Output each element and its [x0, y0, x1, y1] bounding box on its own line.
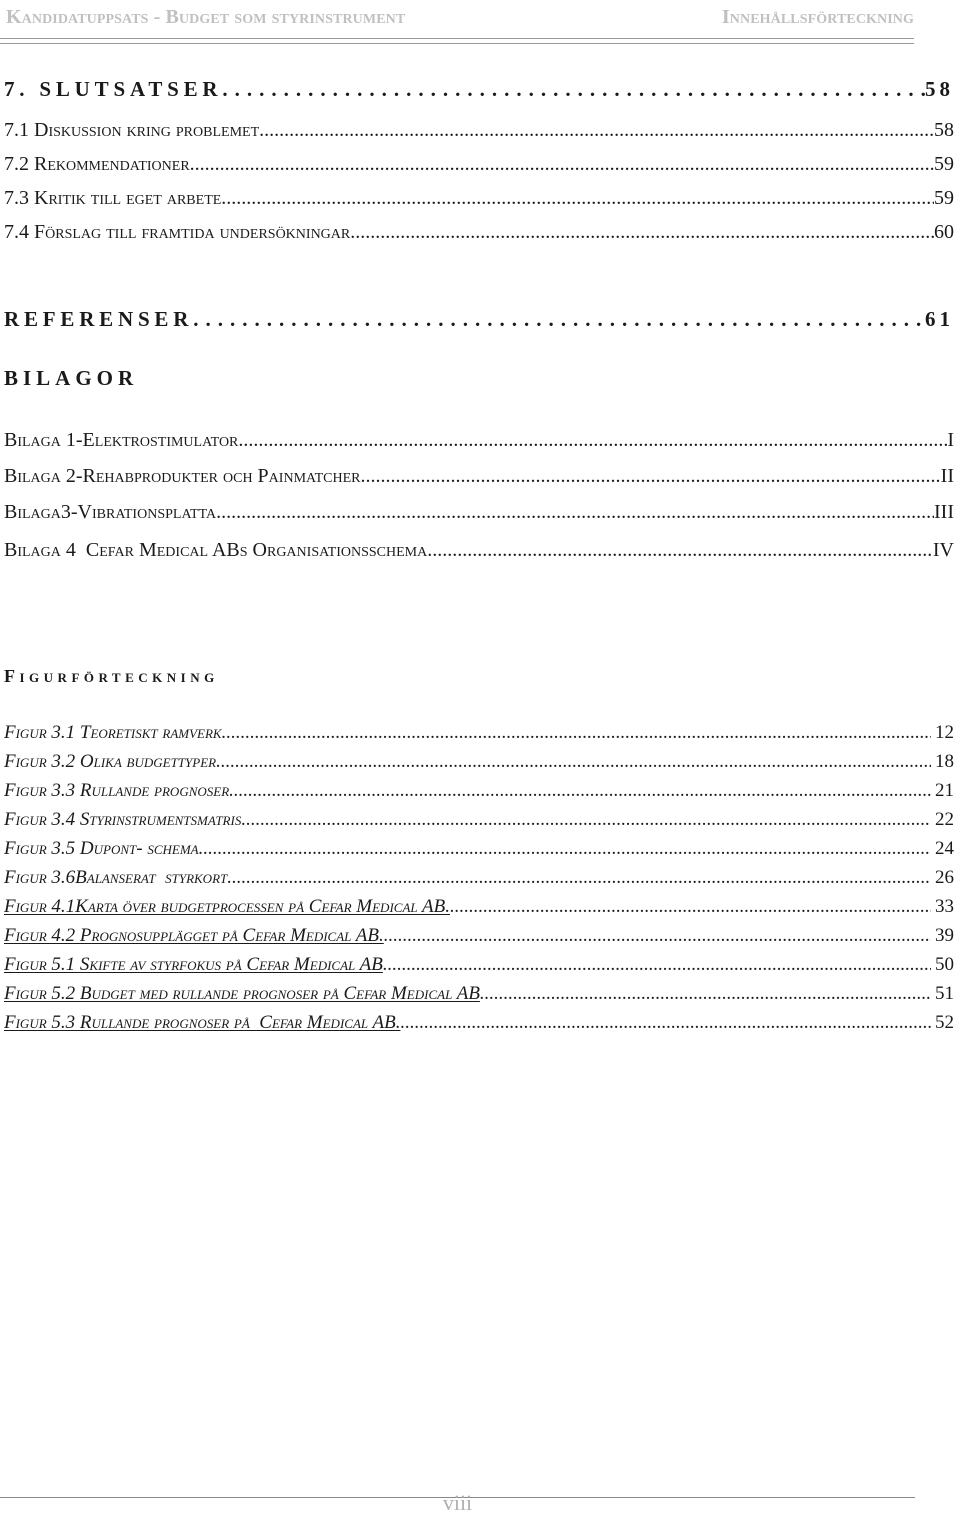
- toc-entry-page: 22: [935, 809, 954, 830]
- footer-page-number: viii: [442, 1490, 473, 1515]
- toc-entry-title: Figur 5.3 Rullande prognoser på Cefar Medical AB.: [4, 1012, 401, 1033]
- toc-entry-title: Figur 5.2 Budget med rullande prognoser på Cefar Medical AB: [4, 983, 480, 1004]
- toc-leader-dots: [222, 77, 925, 102]
- toc-entry-title: 7.3 Kritik till eget arbete: [4, 187, 222, 209]
- toc-entry-page: 58: [934, 119, 954, 141]
- toc-entry-title: REFERENSER: [4, 307, 194, 331]
- toc-appendix-3[interactable]: [4, 492, 954, 524]
- toc-entry-page: 39: [935, 925, 954, 946]
- toc-entry-page: 24: [935, 838, 954, 859]
- toc-entry-page: IV: [932, 539, 954, 561]
- toc-appendix-2[interactable]: [4, 456, 954, 488]
- toc-entry-title: Bilaga 2-Rehabprodukter och Painmatcher: [4, 465, 361, 487]
- toc-figure-4-1[interactable]: [4, 886, 954, 918]
- toc-entry-title: Figur 3.5 Dupont- schema: [4, 838, 199, 859]
- toc-entry-title: 7. SLUTSATSER: [4, 77, 223, 101]
- toc-figure-3-5[interactable]: [4, 828, 954, 860]
- toc-entry-page: III: [934, 501, 954, 523]
- toc-section-7-1[interactable]: [4, 110, 954, 142]
- toc-leader-dots: [360, 465, 940, 488]
- toc-figure-3-6[interactable]: [4, 857, 954, 889]
- toc-entry-title: Figur 5.1 Skifte av styrfokus på Cefar Medical AB: [4, 954, 383, 975]
- toc-figure-5-1[interactable]: [4, 944, 954, 976]
- page-header: [0, 0, 960, 60]
- toc-leader-dots: [216, 501, 934, 524]
- toc-entry-page: I: [947, 429, 954, 451]
- toc-chapter-7[interactable]: [4, 70, 954, 102]
- toc-leader-dots: [238, 429, 947, 452]
- toc-entry-page: 50: [935, 954, 954, 975]
- toc-figure-3-2[interactable]: [4, 741, 954, 773]
- toc-leader-dots: [427, 539, 933, 562]
- toc-entry-title: Figur 4.1Karta över budgetprocessen på Cefar Medical AB.: [4, 896, 450, 917]
- header-document-title: Kandidatuppsats - Budget som styrinstrument: [6, 6, 406, 28]
- toc-entry-title: Bilaga 4 Cefar Medical ABs Organisationsschema: [4, 539, 428, 561]
- toc-entry-title: 7.4 Förslag till framtida undersökningar: [4, 221, 351, 243]
- toc-entry-page: 59: [934, 187, 954, 209]
- header-divider: [0, 38, 914, 39]
- toc-figure-5-3[interactable]: [4, 1002, 954, 1034]
- toc-entry-page: 21: [935, 780, 954, 801]
- toc-appendix-4[interactable]: [4, 530, 954, 562]
- header-divider-secondary: [0, 43, 914, 44]
- toc-section-7-4[interactable]: [4, 212, 954, 244]
- toc-references[interactable]: [4, 300, 954, 332]
- toc-entry-page: II: [940, 465, 954, 487]
- toc-figure-3-1[interactable]: [4, 712, 954, 744]
- toc-leader-dots: [350, 221, 934, 244]
- toc-entry-page: 12: [935, 722, 954, 743]
- toc-section-7-2[interactable]: [4, 144, 954, 176]
- toc-entry-title: Figur 3.6Balanserat styrkort.: [4, 867, 232, 888]
- toc-entry-page: 26: [935, 867, 954, 888]
- toc-entry-title: Figur 3.1 Teoretiskt ramverk.: [4, 722, 227, 743]
- toc-leader-dots: [221, 187, 934, 210]
- toc-entry-title: Figur 3.2 Olika budgettyper.: [4, 751, 221, 772]
- toc-figure-4-2[interactable]: [4, 915, 954, 947]
- toc-entry-title: Figur 3.4 Styrinstrumentsmatris: [4, 809, 242, 830]
- toc-entry-title: Bilaga 1-Elektrostimulator: [4, 429, 239, 451]
- toc-entry-page: 33: [935, 896, 954, 917]
- toc-entry-page: 58: [925, 77, 954, 101]
- figures-heading: Figurförteckning: [4, 666, 219, 686]
- toc-entry-page: 60: [934, 221, 954, 243]
- toc-entry-page: 52: [935, 1012, 954, 1033]
- appendices-heading: BILAGOR: [4, 366, 139, 390]
- toc-entry-page: 59: [934, 153, 954, 175]
- toc-leader-dots: [190, 153, 934, 176]
- toc-entry-title: 7.1 Diskussion kring problemet: [4, 119, 260, 141]
- toc-entry-title: Figur 3.3 Rullande prognoser: [4, 780, 230, 801]
- toc-leader-dots: [401, 1012, 932, 1034]
- toc-section-7-3[interactable]: [4, 178, 954, 210]
- header-section-title: Innehållsförteckning: [721, 6, 914, 28]
- toc-entry-page: 51: [935, 983, 954, 1004]
- toc-figure-3-3[interactable]: [4, 770, 954, 802]
- toc-figure-5-2[interactable]: [4, 973, 954, 1005]
- toc-entry-title: 7.2 Rekommendationer: [4, 153, 190, 175]
- toc-entry-page: 18: [935, 751, 954, 772]
- toc-appendix-1[interactable]: [4, 420, 954, 452]
- toc-entry-title: Figur 4.2 Prognosupplägget på Cefar Medical AB.: [4, 925, 384, 946]
- toc-entry-title: Bilaga3-Vibrationsplatta: [4, 501, 217, 523]
- toc-entry-page: 61: [925, 307, 954, 331]
- toc-leader-dots: [259, 119, 934, 142]
- toc-leader-dots: [193, 307, 925, 332]
- toc-figure-3-4[interactable]: [4, 799, 954, 831]
